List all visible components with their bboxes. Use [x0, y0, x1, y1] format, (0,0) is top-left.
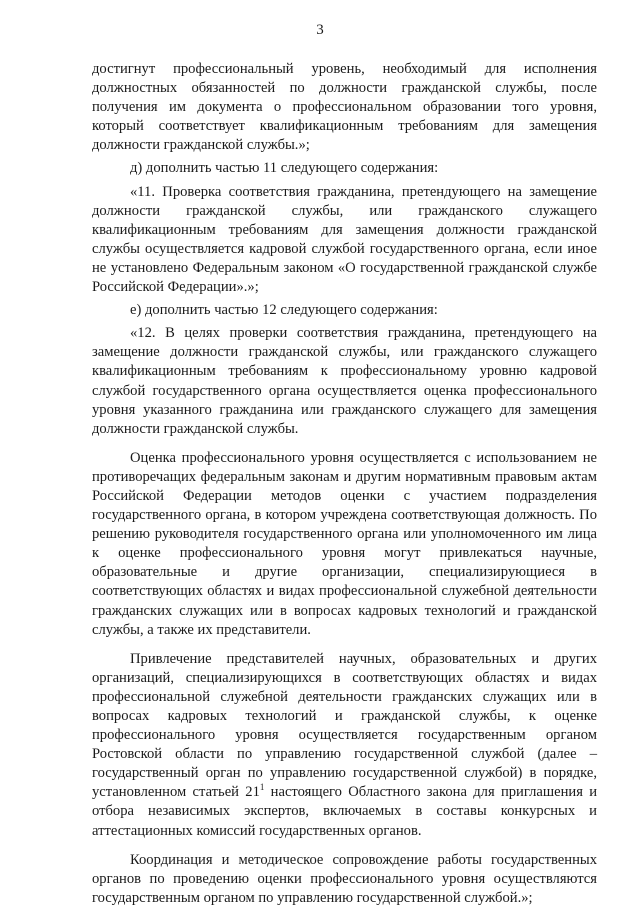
- page-number: 3: [316, 22, 324, 38]
- involvement-text-before: Привлечение представителей научных, образовательных и других организаций, специализирующихся в соответствующих областях и видах профессиональной служебной деятельности гражданских служащих или в вопросах кадровых технологий и гражданской службы, к оценке профессионального уровня осуществляется государственным органом Ростовской области по управлению государственной службой (далее – государственный орган по управлению государственной службой) в порядке, установленном статьей 21: [92, 650, 597, 801]
- paragraph-involvement: [92, 650, 597, 841]
- article-superscript: 1: [259, 782, 265, 793]
- paragraph-part-12: «12. В целях проверки соответствия гражданина, претендующего на замещение должности гражданской службы, или гражданского служащего квалификационным требованиям к профессиональному уровню кадровой службой государственного органа осуществляется оценка профессионального уровня указанного гражданина или гражданского служащего для замещения должности гражданской службы.: [92, 325, 597, 437]
- paragraph-assessment: Оценка профессионального уровня осуществляется с использованием не противоречащих федеральным законам и другим нормативным правовым актам Российской Федерации методов оценки с участием подразделения государственного органа, в котором учреждена соответствующая должность. По решению руководителя государственного органа или уполномоченного им лица к оценке профессионального уровня могут привлекаться научные, образовательные и другие организации, специализирующиеся в соответствующих областях и видах профессиональной служебной деятельности гражданских служащих или в вопросах кадровых технологий и гражданской службы, а также их представители.: [92, 449, 597, 638]
- paragraph-coordination: Координация и методическое сопровождение работы государственных органов по проведению оценки профессионального уровня осуществляются государственным органом по управлению государственной службой.»;: [92, 851, 597, 906]
- paragraph-continuation: достигнут профессиональный уровень, необходимый для исполнения должностных обязанностей по должности гражданской службы, после получения им документа о профессиональном образовании того уровня, который соответствует квалификационным требованиям для замещения должности гражданской службы.»;: [92, 61, 597, 154]
- paragraph-item-e: е) дополнить частью 12 следующего содержания:: [130, 302, 438, 319]
- paragraph-part-11: «11. Проверка соответствия гражданина, претендующего на замещение должности гражданской службы, или гражданского служащего квалификационным требованиям для замещения должности гражданской службы осуществляется кадровой службой государственного органа, если иное не установлено Федеральным законом «О государственной гражданской службе Российской Федерации».»;: [92, 183, 597, 296]
- involvement-text-after: настоящего Областного закона для приглашения и отбора независимых экспертов, включаемых в составы конкурсных и аттестационных комиссий государственных органов.: [92, 784, 598, 839]
- paragraph-item-d: д) дополнить частью 11 следующего содержания:: [130, 160, 439, 177]
- document-body: [92, 60, 597, 908]
